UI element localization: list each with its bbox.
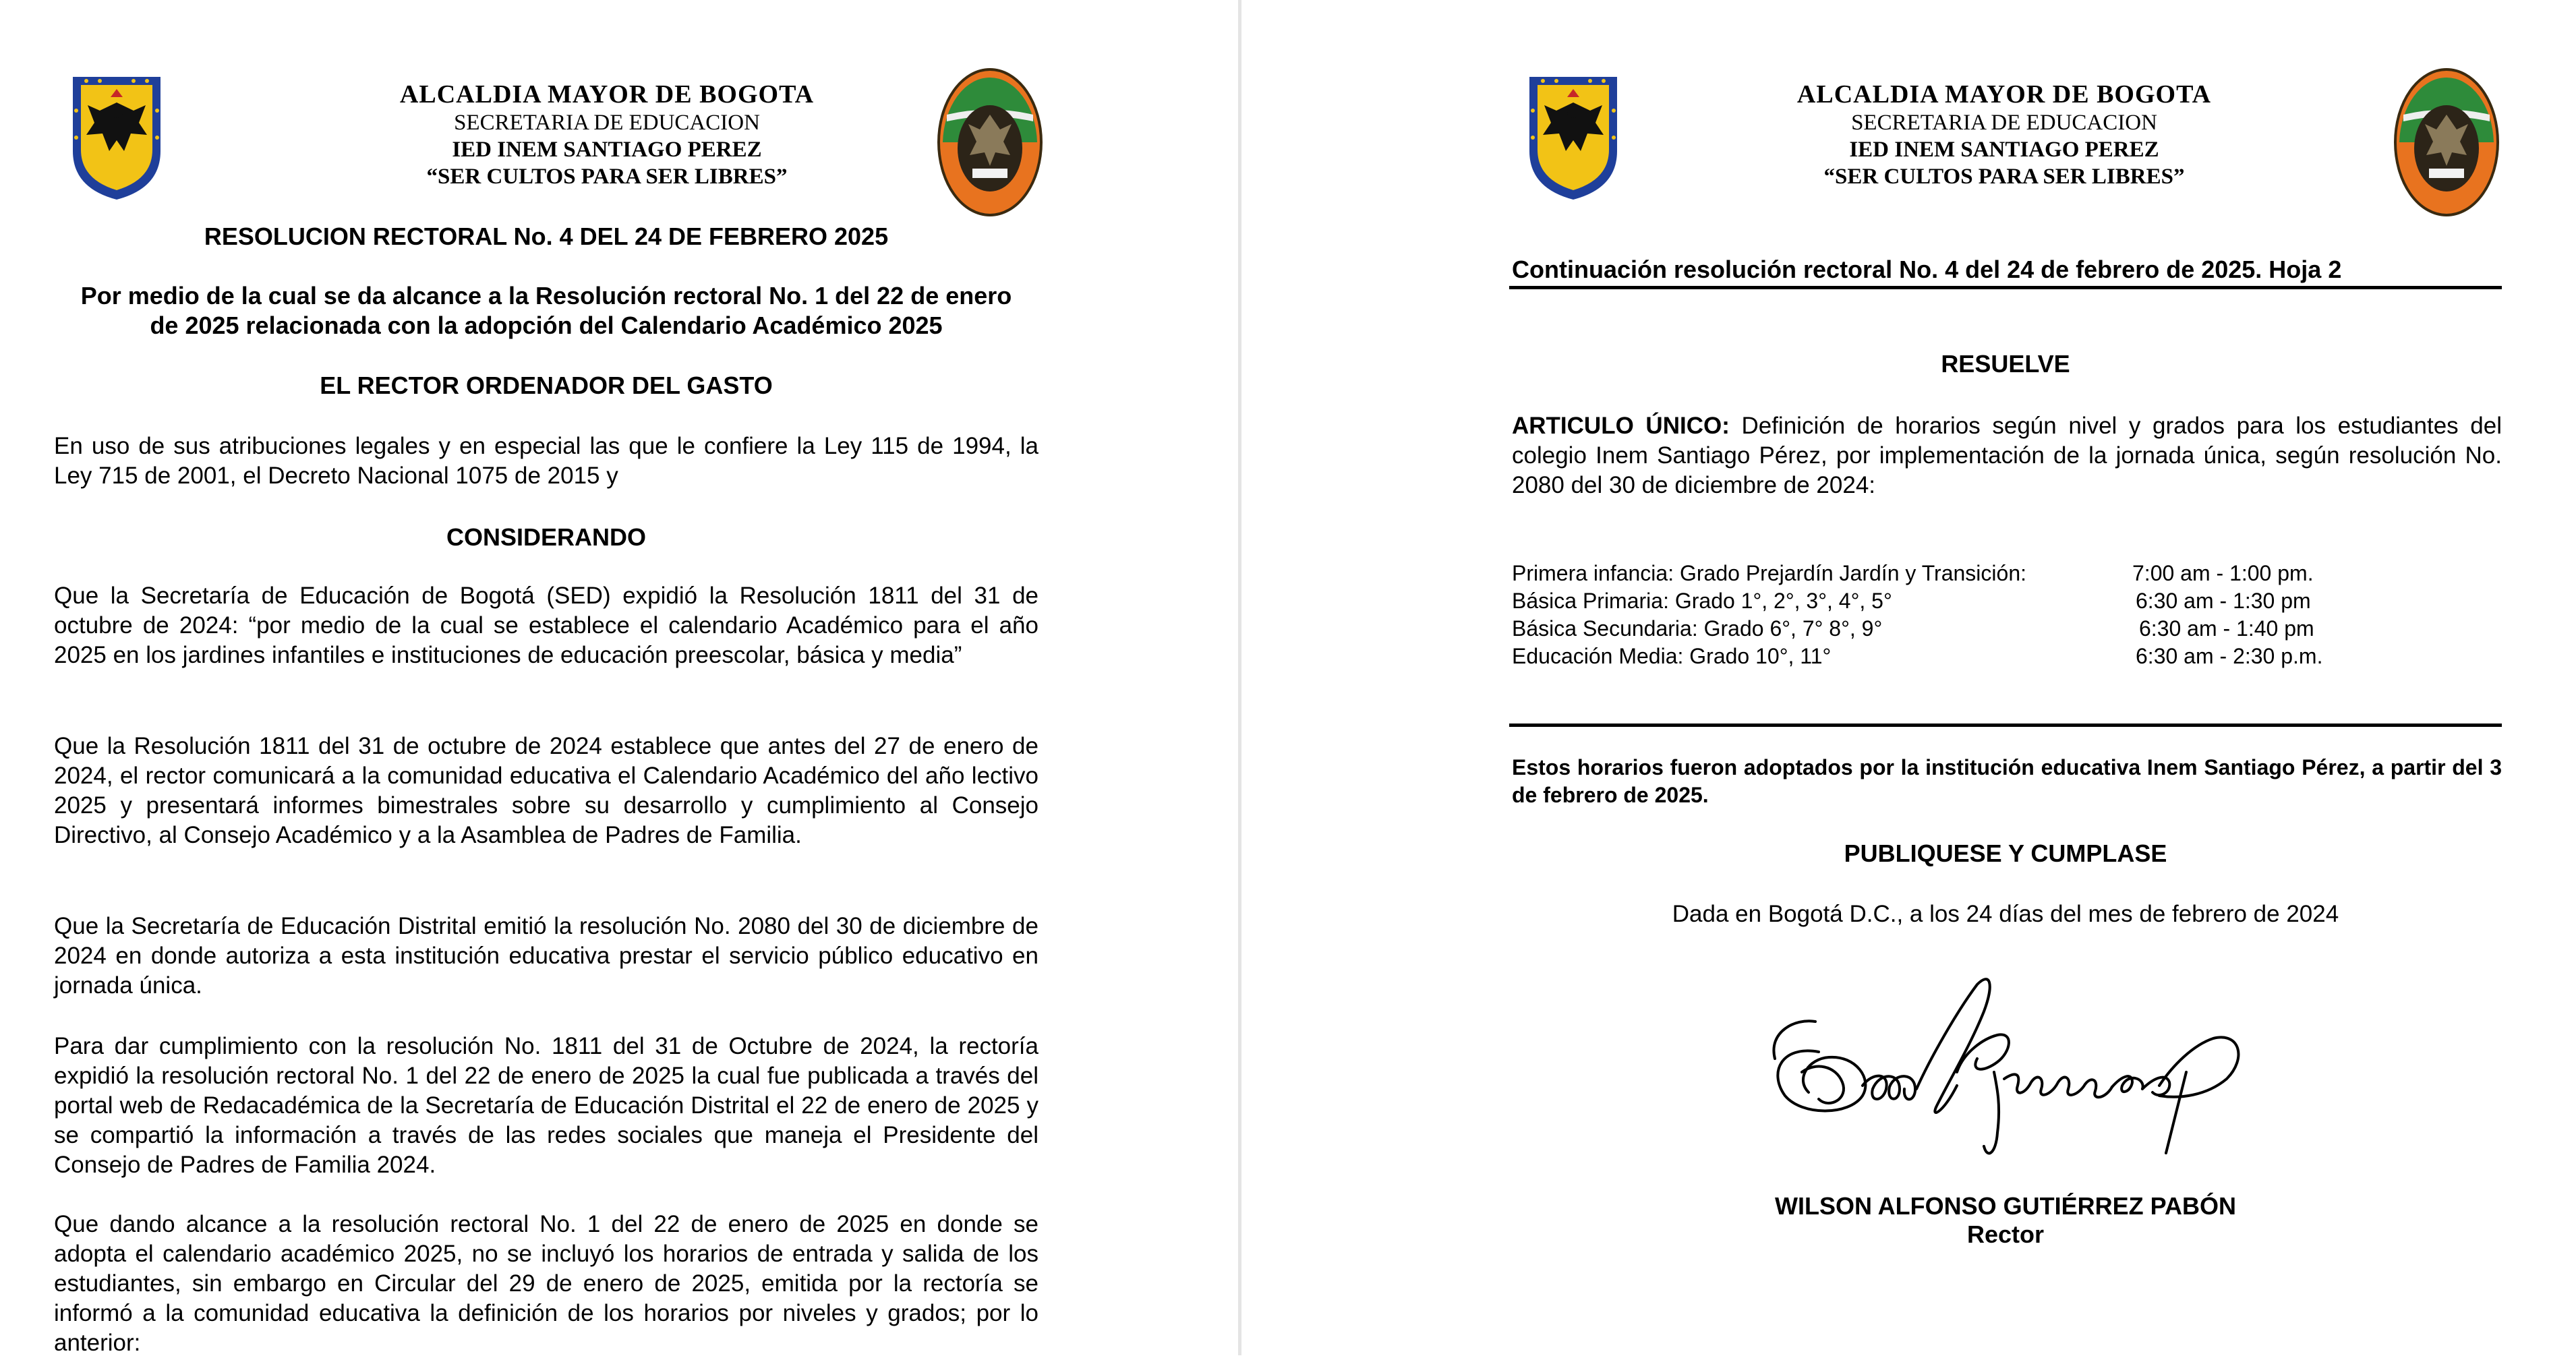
- article-text: Definición de horarios según nivel y grados para los estudiantes del colegio Inem Santiago Pérez, por implementación de la jornada única, según resolución No. 2080 del 30 de diciembre de 2024:: [1512, 413, 2502, 498]
- resuelve-heading: RESUELVE: [1941, 350, 2070, 378]
- resolution-subtitle: Por medio de la cual se da alcance a la Resolución rectoral No. 1 del 22 de enero de 2025 relacionada con la adopción del Calendario Académico 2025: [80, 282, 1012, 339]
- article-label: ARTICULO ÚNICO:: [1512, 413, 1730, 439]
- letterhead-line-4: “SER CULTOS PARA SER LIBRES”: [426, 165, 788, 189]
- schedule-row: [1512, 560, 2456, 587]
- letterhead-line-3: IED INEM SANTIAGO PEREZ: [452, 138, 762, 162]
- paragraph: Que la Resolución 1811 del 31 de octubre de 2024 establece que antes del 27 de enero de 2024, el rector comunicará a la comunidad educativa el Calendario Académico del año lectivo 2025 y presentará informes bimestrales sobre su desarrollo y cumplimiento al Consejo Directivo, al Consejo Académico y a la Asamblea de Padres de Familia.: [54, 733, 1038, 848]
- schedule-time: 6:30 am - 2:30 p.m.: [2136, 644, 2323, 668]
- schedule-rule: [1509, 724, 2502, 727]
- page-divider: [1238, 0, 1241, 1355]
- resolution-title: RESOLUCION RECTORAL No. 4 DEL 24 DE FEBRERO 2025: [204, 223, 889, 250]
- letterhead-line-1: ALCALDIA MAYOR DE BOGOTA: [399, 80, 815, 109]
- document-page-2: [1242, 0, 2576, 1355]
- schedule-row: [1512, 587, 2456, 615]
- dada-line: Dada en Bogotá D.C., a los 24 días del mes de febrero de 2024: [1672, 901, 2339, 927]
- considerando-heading: CONSIDERANDO: [446, 523, 646, 551]
- intro-paragraph: En uso de sus atribuciones legales y en especial las que le confiere la Ley 115 de 1994, la Ley 715 de 2001, el Decreto Nacional 1075 de 2015 y: [54, 433, 1038, 489]
- authority-heading: EL RECTOR ORDENADOR DEL GASTO: [320, 372, 773, 399]
- schedule-time: 6:30 am - 1:40 pm: [2139, 616, 2314, 641]
- schedule-time: 7:00 am - 1:00 pm.: [2132, 561, 2314, 585]
- schedule-time: 6:30 am - 1:30 pm: [2136, 589, 2311, 613]
- bogota-coat-of-arms-icon: [1523, 70, 1624, 202]
- adopted-note: Estos horarios fueron adoptados por la institución educativa Inem Santiago Pérez, a partir del 3 de febrero de 2025.: [1512, 755, 2502, 807]
- schedule-row: [1512, 615, 2456, 643]
- paragraph: Que la Secretaría de Educación Distrital emitió la resolución No. 2080 del 30 de diciembre de 2024 en donde autoriza a esta institución educativa prestar el servicio público educativo en jornada única.: [54, 913, 1038, 999]
- letterhead-line-1: ALCALDIA MAYOR DE BOGOTA: [1796, 80, 2212, 109]
- article-paragraph: [1512, 411, 2502, 500]
- schedule-table: [1512, 560, 2456, 670]
- continuation-header: Continuación resolución rectoral No. 4 del 24 de febrero de 2025. Hoja 2: [1512, 256, 2342, 283]
- paragraph: Que la Secretaría de Educación de Bogotá (SED) expidió la Resolución 1811 del 31 de octubre de 2024: “por medio de la cual se establece el calendario Académico para el año 2025 en los jardines infantiles e instituciones de educación preescolar, básica y media”: [54, 583, 1038, 668]
- handwritten-signature: [1755, 971, 2281, 1167]
- bogota-coat-of-arms-icon: [66, 70, 167, 202]
- letterhead-line-2: SECRETARIA DE EDUCACION: [454, 111, 760, 135]
- inem-shield-icon: [2393, 67, 2500, 217]
- schedule-level: Básica Secundaria: Grado 6°, 7° 8°, 9°: [1512, 616, 1883, 641]
- inem-shield-icon: [936, 67, 1044, 217]
- letterhead-line-3: IED INEM SANTIAGO PEREZ: [1849, 138, 2159, 162]
- schedule-level: Educación Media: Grado 10°, 11°: [1512, 644, 1832, 668]
- schedule-row: [1512, 643, 2456, 670]
- paragraph: Que dando alcance a la resolución rectoral No. 1 del 22 de enero de 2025 en donde se adopta el calendario académico 2025, no se incluyó los horarios de entrada y salida de los estudiantes, sin embargo en Circular del 29 de enero de 2025, emitida por la rectoría se informó a la comunidad educativa la definición de los horarios por niveles y grados; por lo anterior:: [54, 1211, 1038, 1356]
- header-rule: [1509, 286, 2502, 289]
- schedule-level: Básica Primaria: Grado 1°, 2°, 3°, 4°, 5°: [1512, 589, 1892, 613]
- signer-role: Rector: [1966, 1220, 2045, 1248]
- letterhead: [1647, 80, 2362, 190]
- signer-name: WILSON ALFONSO GUTIÉRREZ PABÓN: [1775, 1192, 2236, 1220]
- letterhead-line-4: “SER CULTOS PARA SER LIBRES”: [1823, 165, 2185, 189]
- letterhead-line-2: SECRETARIA DE EDUCACION: [1851, 111, 2157, 135]
- document-page-1: [0, 0, 1238, 1355]
- publiquese-heading: PUBLIQUESE Y CUMPLASE: [1844, 839, 2167, 867]
- paragraph: Para dar cumplimiento con la resolución No. 1811 del 31 de Octubre de 2024, la rectoría expidió la resolución rectoral No. 1 del 22 de enero de 2025 la cual fue publicada a través del portal web de Redacadémica de la Secretaría de Educación Distrital el 22 de enero de 2025 y se compartió la información a través de las redes sociales que maneja el Presidente del Consejo de Padres de Familia 2024.: [54, 1033, 1038, 1178]
- schedule-level: Primera infancia: Grado Prejardín Jardín y Transición:: [1512, 561, 2026, 585]
- letterhead: [202, 80, 1012, 190]
